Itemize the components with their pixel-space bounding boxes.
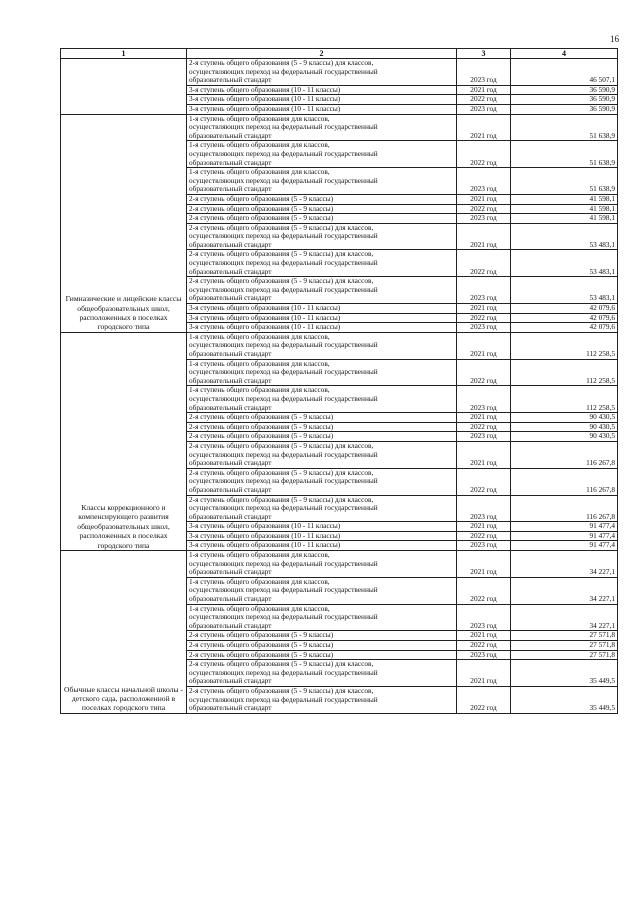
value-cell: 51 638,9 bbox=[511, 141, 618, 168]
value-cell: 46 507,1 bbox=[511, 59, 618, 86]
value-cell: 27 571,8 bbox=[511, 650, 618, 660]
value-cell: 36 590,9 bbox=[511, 104, 618, 114]
education-level-cell: 2-я ступень общего образования (5 - 9 классы) bbox=[187, 631, 457, 641]
value-cell: 51 638,9 bbox=[511, 114, 618, 141]
table-row bbox=[61, 551, 618, 578]
value-cell: 53 483,1 bbox=[511, 250, 618, 277]
education-level-cell: 2-я ступень общего образования (5 - 9 классы) для классов, осуществляющих переход на федеральный государственный образовательный стандарт bbox=[187, 59, 457, 86]
category-cell bbox=[61, 59, 187, 115]
education-level-cell: 2-я ступень общего образования (5 - 9 классы) bbox=[187, 650, 457, 660]
education-level-cell: 3-я ступень общего образования (10 - 11 классы) bbox=[187, 522, 457, 532]
year-cell: 2021 год bbox=[457, 413, 511, 423]
column-header-4: 4 bbox=[511, 49, 618, 59]
value-cell: 34 227,1 bbox=[511, 604, 618, 631]
header-row bbox=[61, 49, 618, 59]
year-cell: 2023 год bbox=[457, 386, 511, 413]
rates-table bbox=[60, 48, 618, 714]
education-level-cell: 2-я ступень общего образования (5 - 9 классы) bbox=[187, 641, 457, 651]
value-cell: 116 267,8 bbox=[511, 495, 618, 522]
value-cell: 36 590,9 bbox=[511, 85, 618, 95]
year-cell: 2022 год bbox=[457, 531, 511, 541]
page-number: 16 bbox=[610, 34, 619, 44]
year-cell: 2021 год bbox=[457, 522, 511, 532]
education-level-cell: 1-я ступень общего образования для классов, осуществляющих переход на федеральный государственный образовательный стандарт bbox=[187, 577, 457, 604]
value-cell: 53 483,1 bbox=[511, 277, 618, 304]
education-level-cell: 2-я ступень общего образования (5 - 9 классы) для классов, осуществляющих переход на федеральный государственный образовательный стандарт bbox=[187, 468, 457, 495]
value-cell: 116 267,8 bbox=[511, 441, 618, 468]
year-cell: 2022 год bbox=[457, 313, 511, 323]
education-level-cell: 2-я ступень общего образования (5 - 9 классы) для классов, осуществляющих переход на федеральный государственный образовательный стандарт bbox=[187, 250, 457, 277]
year-cell: 2023 год bbox=[457, 650, 511, 660]
value-cell: 51 638,9 bbox=[511, 168, 618, 195]
education-level-cell: 1-я ступень общего образования для классов, осуществляющих переход на федеральный государственный образовательный стандарт bbox=[187, 551, 457, 578]
year-cell: 2021 год bbox=[457, 631, 511, 641]
education-level-cell: 2-я ступень общего образования (5 - 9 классы) для классов, осуществляющих переход на федеральный государственный образовательный стандарт bbox=[187, 495, 457, 522]
year-cell: 2021 год bbox=[457, 85, 511, 95]
education-level-cell: 1-я ступень общего образования для классов, осуществляющих переход на федеральный государственный образовательный стандарт bbox=[187, 359, 457, 386]
year-cell: 2022 год bbox=[457, 141, 511, 168]
value-cell: 91 477,4 bbox=[511, 522, 618, 532]
year-cell: 2021 год bbox=[457, 114, 511, 141]
education-level-cell: 1-я ступень общего образования для классов, осуществляющих переход на федеральный государственный образовательный стандарт bbox=[187, 114, 457, 141]
year-cell: 2022 год bbox=[457, 577, 511, 604]
year-cell: 2023 год bbox=[457, 604, 511, 631]
value-cell: 116 267,8 bbox=[511, 468, 618, 495]
category-cell: Гимназические и лицейские классы общеобразовательных школ, расположенных в поселках городского типа bbox=[61, 114, 187, 332]
year-cell: 2021 год bbox=[457, 332, 511, 359]
year-cell: 2021 год bbox=[457, 304, 511, 314]
value-cell: 90 430,5 bbox=[511, 413, 618, 423]
value-cell: 41 598,1 bbox=[511, 214, 618, 224]
education-level-cell: 2-я ступень общего образования (5 - 9 классы) bbox=[187, 422, 457, 432]
education-level-cell: 2-я ступень общего образования (5 - 9 классы) bbox=[187, 432, 457, 442]
year-cell: 2023 год bbox=[457, 541, 511, 551]
education-level-cell: 1-я ступень общего образования для классов, осуществляющих переход на федеральный государственный образовательный стандарт bbox=[187, 332, 457, 359]
year-cell: 2023 год bbox=[457, 214, 511, 224]
column-header-3: 3 bbox=[457, 49, 511, 59]
value-cell: 53 483,1 bbox=[511, 223, 618, 250]
value-cell: 35 449,5 bbox=[511, 660, 618, 687]
year-cell: 2022 год bbox=[457, 641, 511, 651]
education-level-cell: 1-я ступень общего образования для классов, осуществляющих переход на федеральный государственный образовательный стандарт bbox=[187, 386, 457, 413]
year-cell: 2021 год bbox=[457, 660, 511, 687]
value-cell: 90 430,5 bbox=[511, 422, 618, 432]
year-cell: 2023 год bbox=[457, 168, 511, 195]
education-level-cell: 3-я ступень общего образования (10 - 11 классы) bbox=[187, 313, 457, 323]
education-level-cell: 1-я ступень общего образования для классов, осуществляющих переход на федеральный государственный образовательный стандарт bbox=[187, 168, 457, 195]
table-row bbox=[61, 114, 618, 141]
education-level-cell: 1-я ступень общего образования для классов, осуществляющих переход на федеральный государственный образовательный стандарт bbox=[187, 141, 457, 168]
column-header-1: 1 bbox=[61, 49, 187, 59]
year-cell: 2023 год bbox=[457, 323, 511, 333]
education-level-cell: 3-я ступень общего образования (10 - 11 классы) bbox=[187, 85, 457, 95]
education-level-cell: 2-я ступень общего образования (5 - 9 классы) bbox=[187, 204, 457, 214]
year-cell: 2022 год bbox=[457, 95, 511, 105]
education-level-cell: 2-я ступень общего образования (5 - 9 классы) для классов, осуществляющих переход на федеральный государственный образовательный стандарт bbox=[187, 441, 457, 468]
value-cell: 42 079,6 bbox=[511, 323, 618, 333]
year-cell: 2022 год bbox=[457, 422, 511, 432]
value-cell: 91 477,4 bbox=[511, 531, 618, 541]
year-cell: 2023 год bbox=[457, 432, 511, 442]
education-level-cell: 3-я ступень общего образования (10 - 11 классы) bbox=[187, 104, 457, 114]
value-cell: 42 079,6 bbox=[511, 313, 618, 323]
year-cell: 2022 год bbox=[457, 686, 511, 713]
year-cell: 2023 год bbox=[457, 495, 511, 522]
table-row bbox=[61, 332, 618, 359]
value-cell: 35 449,5 bbox=[511, 686, 618, 713]
table-body bbox=[61, 59, 618, 714]
category-cell: Классы коррекционного и компенсирующего развития общеобразовательных школ, расположенных в поселках городского типа bbox=[61, 332, 187, 550]
year-cell: 2022 год bbox=[457, 359, 511, 386]
year-cell: 2021 год bbox=[457, 551, 511, 578]
education-level-cell: 1-я ступень общего образования для классов, осуществляющих переход на федеральный государственный образовательный стандарт bbox=[187, 604, 457, 631]
education-level-cell: 3-я ступень общего образования (10 - 11 классы) bbox=[187, 323, 457, 333]
value-cell: 41 598,1 bbox=[511, 204, 618, 214]
year-cell: 2021 год bbox=[457, 441, 511, 468]
year-cell: 2023 год bbox=[457, 59, 511, 86]
education-level-cell: 2-я ступень общего образования (5 - 9 классы) для классов, осуществляющих переход на федеральный государственный образовательный стандарт bbox=[187, 660, 457, 687]
education-level-cell: 2-я ступень общего образования (5 - 9 классы) bbox=[187, 214, 457, 224]
year-cell: 2021 год bbox=[457, 223, 511, 250]
category-cell: Обычные классы начальной школы - детского сада, расположенной в поселках городского типа bbox=[61, 551, 187, 714]
value-cell: 34 227,1 bbox=[511, 577, 618, 604]
value-cell: 41 598,1 bbox=[511, 194, 618, 204]
value-cell: 90 430,5 bbox=[511, 432, 618, 442]
value-cell: 112 258,5 bbox=[511, 359, 618, 386]
education-level-cell: 3-я ступень общего образования (10 - 11 классы) bbox=[187, 304, 457, 314]
table-header bbox=[61, 49, 618, 59]
education-level-cell: 2-я ступень общего образования (5 - 9 классы) bbox=[187, 413, 457, 423]
education-level-cell: 3-я ступень общего образования (10 - 11 классы) bbox=[187, 95, 457, 105]
year-cell: 2022 год bbox=[457, 468, 511, 495]
education-level-cell: 2-я ступень общего образования (5 - 9 классы) для классов, осуществляющих переход на федеральный государственный образовательный стандарт bbox=[187, 686, 457, 713]
value-cell: 27 571,8 bbox=[511, 631, 618, 641]
education-level-cell: 3-я ступень общего образования (10 - 11 классы) bbox=[187, 531, 457, 541]
education-level-cell: 2-я ступень общего образования (5 - 9 классы) для классов, осуществляющих переход на федеральный государственный образовательный стандарт bbox=[187, 277, 457, 304]
year-cell: 2021 год bbox=[457, 194, 511, 204]
column-header-2: 2 bbox=[187, 49, 457, 59]
value-cell: 112 258,5 bbox=[511, 332, 618, 359]
value-cell: 36 590,9 bbox=[511, 95, 618, 105]
table-row bbox=[61, 59, 618, 86]
education-level-cell: 2-я ступень общего образования (5 - 9 классы) для классов, осуществляющих переход на федеральный государственный образовательный стандарт bbox=[187, 223, 457, 250]
year-cell: 2023 год bbox=[457, 277, 511, 304]
year-cell: 2022 год bbox=[457, 204, 511, 214]
value-cell: 42 079,6 bbox=[511, 304, 618, 314]
value-cell: 27 571,8 bbox=[511, 641, 618, 651]
education-level-cell: 2-я ступень общего образования (5 - 9 классы) bbox=[187, 194, 457, 204]
value-cell: 91 477,4 bbox=[511, 541, 618, 551]
year-cell: 2022 год bbox=[457, 250, 511, 277]
value-cell: 112 258,5 bbox=[511, 386, 618, 413]
education-level-cell: 3-я ступень общего образования (10 - 11 классы) bbox=[187, 541, 457, 551]
year-cell: 2023 год bbox=[457, 104, 511, 114]
value-cell: 34 227,1 bbox=[511, 551, 618, 578]
